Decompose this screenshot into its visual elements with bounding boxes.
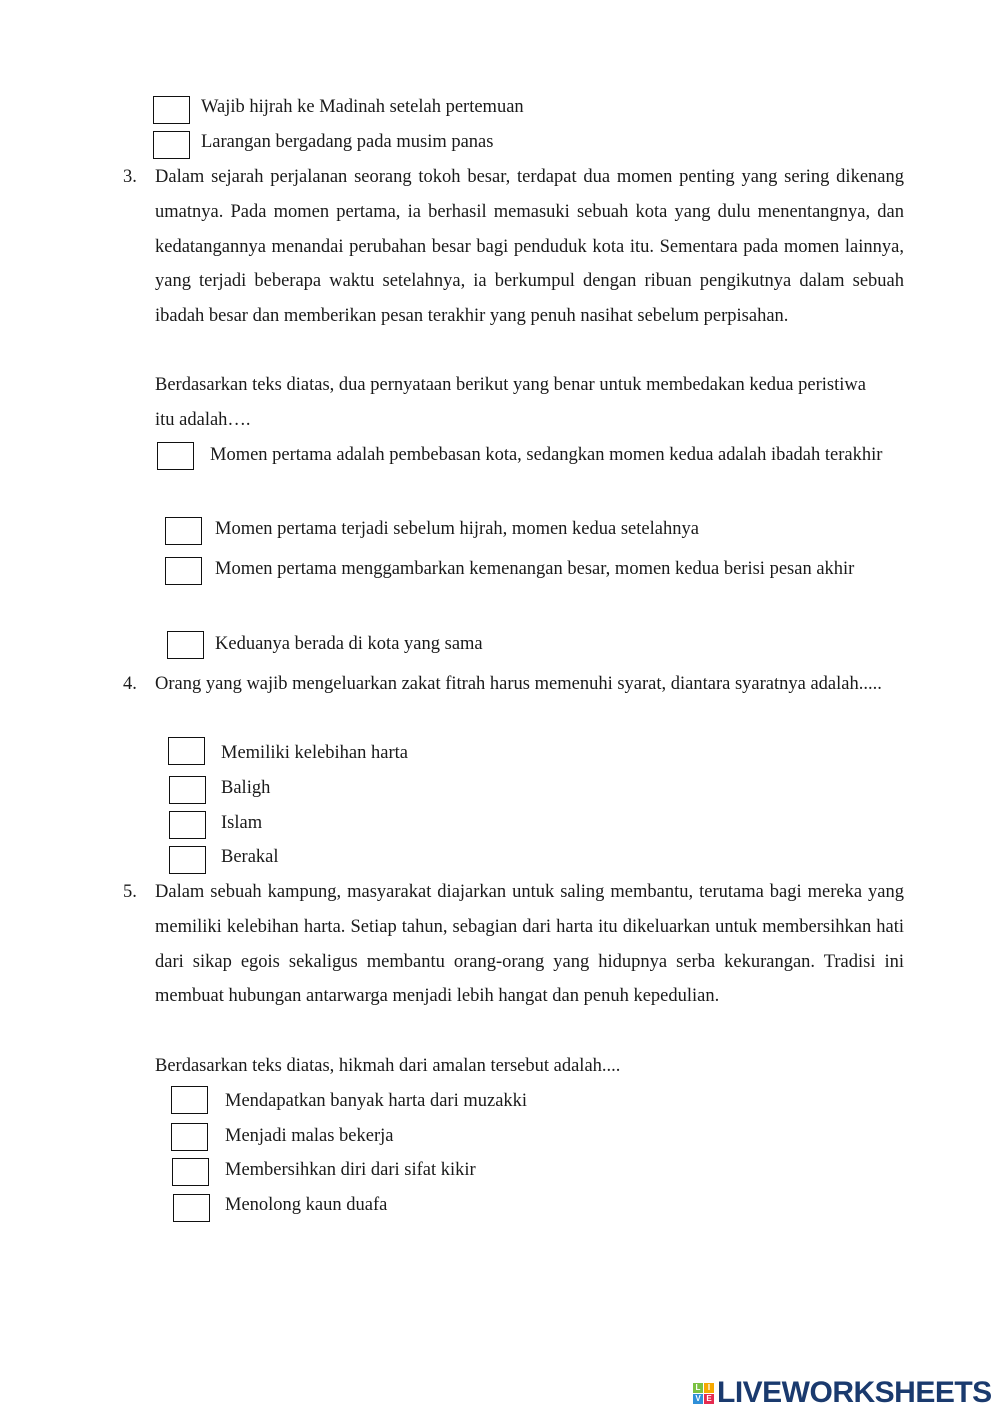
option-label: Menjadi malas bekerja [225,1126,394,1146]
answer-checkbox[interactable] [172,1158,209,1186]
question-number: 3. [123,167,137,187]
answer-checkbox[interactable] [153,96,190,124]
live-cube-icon: L I V E [693,1383,714,1404]
answer-checkbox[interactable] [157,442,194,470]
liveworksheets-logo [693,1376,992,1410]
answer-checkbox[interactable] [153,131,190,159]
answer-checkbox[interactable] [173,1194,210,1222]
option-label: Mendapatkan banyak harta dari muzakki [225,1091,528,1111]
logo-text: LIVEWORKSHEETS [717,1376,992,1409]
answer-checkbox[interactable] [165,517,202,545]
option-label: Momen pertama menggambarkan kemenangan besar, momen kedua berisi pesan akhir [215,559,855,579]
option-label: Menolong kaun duafa [225,1195,388,1215]
question-number: 4. [123,674,137,694]
option-label: Wajib hijrah ke Madinah setelah pertemuan [201,97,524,117]
answer-checkbox[interactable] [171,1123,208,1151]
question-passage: Dalam sejarah perjalanan seorang tokoh besar, terdapat dua momen penting yang sering dikenang umatnya. Pada momen pertama, ia berhasil memasuki sebuah kota yang dulu menentangnya, dan kedatangannya menandai perubahan besar bagi penduduk kota itu. Sementara pada momen lainnya, yang terjadi beberapa waktu setelahnya, ia berkumpul dengan ribuan pengikutnya dalam sebuah ibadah besar dan memberikan pesan terakhir yang penuh nasihat sebelum perpisahan. [155,167,904,327]
answer-checkbox[interactable] [169,811,206,839]
answer-checkbox[interactable] [168,737,205,765]
answer-checkbox[interactable] [171,1086,208,1114]
option-label: Islam [221,813,263,833]
answer-checkbox[interactable] [167,631,204,659]
option-label: Berakal [221,847,279,867]
option-label: Baligh [221,778,271,798]
question-text: Orang yang wajib mengeluarkan zakat fitrah harus memenuhi syarat, diantara syaratnya adalah..... [155,674,882,694]
question-prompt: Berdasarkan teks diatas, dua pernyataan berikut yang benar untuk membedakan kedua peristiwa itu adalah…. [155,375,866,430]
question-number: 5. [123,882,137,902]
question-prompt: Berdasarkan teks diatas, hikmah dari amalan tersebut adalah.... [155,1056,621,1076]
answer-checkbox[interactable] [165,557,202,585]
option-label: Larangan bergadang pada musim panas [201,132,494,152]
option-label: Membersihkan diri dari sifat kikir [225,1160,476,1180]
answer-checkbox[interactable] [169,776,206,804]
question-passage: Dalam sebuah kampung, masyarakat diajarkan untuk saling membantu, terutama bagi mereka yang memiliki kelebihan harta. Setiap tahun, sebagian dari harta itu dikeluarkan untuk membersihkan hati dari sikap egois sekaligus membantu orang-orang yang hidupnya serba kekurangan. Tradisi ini membuat hubungan antarwarga menjadi lebih hangat dan penuh kepedulian. [155,882,904,1007]
option-label: Momen pertama adalah pembebasan kota, sedangkan momen kedua adalah ibadah terakhir [210,445,883,465]
option-label: Momen pertama terjadi sebelum hijrah, momen kedua setelahnya [215,519,699,539]
answer-checkbox[interactable] [169,846,206,874]
option-label: Keduanya berada di kota yang sama [215,634,483,654]
option-label: Memiliki kelebihan harta [221,743,408,763]
